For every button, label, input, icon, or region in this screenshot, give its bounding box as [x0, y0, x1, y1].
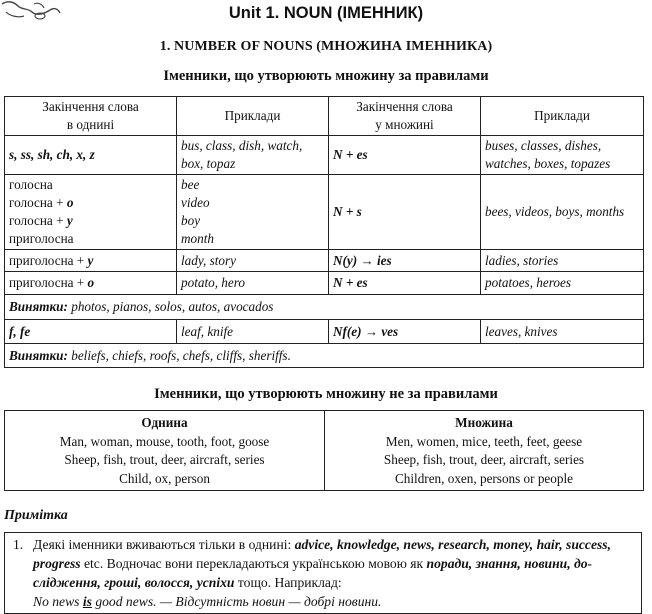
ending-line: приголосна [9, 231, 74, 246]
singular-line: Child, ox, person [119, 470, 210, 486]
header-plural-examples: Приклади [481, 97, 644, 136]
plural-header: Множина [455, 415, 513, 430]
example-part: good news. — Відсутність новин — добрі новини. [91, 594, 382, 609]
example-line: buses, classes, dishes, [485, 138, 602, 153]
note-emphasis: progress [33, 556, 81, 571]
singular-line: Man, woman, mouse, tooth, foot, goose [59, 433, 270, 449]
header-line: в однині [66, 117, 115, 132]
note-example [33, 594, 381, 609]
example-line: bee [181, 177, 200, 192]
plural-ending: N + s [329, 175, 481, 250]
examples-cell: lady, story [177, 250, 329, 272]
table-row [5, 250, 644, 272]
ending-text: приголосна + [9, 252, 88, 268]
plural-examples-cell [481, 136, 644, 175]
example-line: boy [181, 213, 201, 228]
exceptions-label: Винятки: [9, 299, 68, 314]
ending-letter: y [87, 252, 94, 268]
examples-cell: potato, hero [177, 272, 329, 295]
singular-column [5, 411, 325, 491]
exceptions-text: beliefs, chiefs, roofs, chefs, cliffs, sheriffs. [67, 347, 291, 363]
plural-line: Sheep, fish, trout, deer, aircraft, series [383, 452, 585, 467]
ending-line: голосна + [9, 195, 67, 210]
singular-ending [5, 175, 177, 250]
note-text: тощо. Наприклад: [234, 575, 342, 590]
regular-plural-subtitle: Іменники, що утворюють множину за правилами [163, 68, 489, 84]
example-verb: is [82, 594, 92, 609]
plural-line: Men, women, mice, teeth, feet, geese [385, 433, 583, 449]
header-line: у множині [375, 117, 434, 132]
header-line: Закінчення слова [356, 99, 453, 114]
exceptions-row [5, 295, 644, 320]
exceptions-label: Винятки: [9, 347, 68, 363]
table-row [5, 136, 644, 175]
examples-cell: leaf, knife [177, 320, 329, 344]
note-number: 1. [13, 537, 24, 552]
example-line: bus, class, dish, watch, [181, 138, 303, 153]
example-line: month [181, 231, 214, 246]
section-title: 1. NUMBER OF NOUNS (МНОЖИНА ІМЕННИКА) [159, 39, 493, 54]
note-text: Деякі іменники вживаються тільки в однині: [33, 537, 295, 552]
plural-ending: N + es [329, 272, 481, 295]
plural-line: Children, oxen, persons or people [395, 470, 573, 486]
exceptions-row [5, 344, 644, 368]
plural-examples-cell: potatoes, heroes [481, 272, 644, 295]
ending-line: голосна + [9, 213, 67, 228]
plural-examples-cell: bees, videos, boys, months [481, 175, 644, 250]
example-line: box, topaz [181, 156, 236, 171]
ending-letter: o [66, 195, 74, 210]
header-plural-ending [329, 97, 481, 136]
regular-plural-table [4, 96, 644, 368]
note-text: etc. Водночас вони перекладаються українською мовою як [80, 556, 427, 571]
singular-ending: s, ss, sh, ch, x, z [5, 136, 177, 175]
plural-ending: N(y) → ies [329, 250, 481, 272]
irregular-table-row [5, 411, 644, 491]
singular-ending [5, 272, 177, 295]
example-line: video [181, 195, 210, 210]
note-emphasis: advice, knowledge, news, research, money, hair, success, [294, 537, 611, 552]
singular-header: Однина [141, 415, 188, 430]
example-line: watches, boxes, topazes [485, 156, 611, 171]
plural-examples-cell: ladies, stories [481, 250, 644, 272]
example-part: No news [33, 594, 83, 609]
singular-ending [5, 250, 177, 272]
singular-ending: f, fe [5, 320, 177, 344]
exceptions-cell [5, 295, 644, 320]
ending-line: голосна [9, 177, 53, 192]
exceptions-text: photos, pianos, solos, autos, avocados [67, 299, 274, 314]
examples-cell [177, 136, 329, 175]
plural-column [325, 411, 644, 491]
ending-text: приголосна + [9, 275, 88, 290]
plural-ending: N + es [329, 136, 481, 175]
irregular-plural-table [4, 410, 644, 491]
note-box [4, 532, 642, 614]
table-row [5, 320, 644, 344]
exceptions-cell [5, 344, 644, 368]
header-line: Закінчення слова [42, 99, 139, 114]
ending-letter: o [87, 275, 95, 290]
note-label: Примітка [4, 508, 68, 523]
singular-line: Sheep, fish, trout, deer, aircraft, series [64, 452, 265, 467]
header-singular-ending [5, 97, 177, 136]
plural-ending: Nf(e) → ves [329, 320, 481, 344]
table-row [5, 175, 644, 250]
table-row [5, 272, 644, 295]
header-examples: Приклади [177, 97, 329, 136]
examples-cell [177, 175, 329, 250]
note-emphasis: поради, знання, новини, до-слідження, гроші, волосся, успіхи [33, 556, 593, 590]
plural-examples-cell: leaves, knives [481, 320, 644, 344]
unit-title: Unit 1. NOUN (ІМЕННИК) [228, 4, 424, 22]
irregular-plural-subtitle: Іменники, що утворюють множину не за правилами [154, 386, 498, 402]
table-header-row [5, 97, 644, 136]
ending-letter: y [66, 213, 73, 228]
